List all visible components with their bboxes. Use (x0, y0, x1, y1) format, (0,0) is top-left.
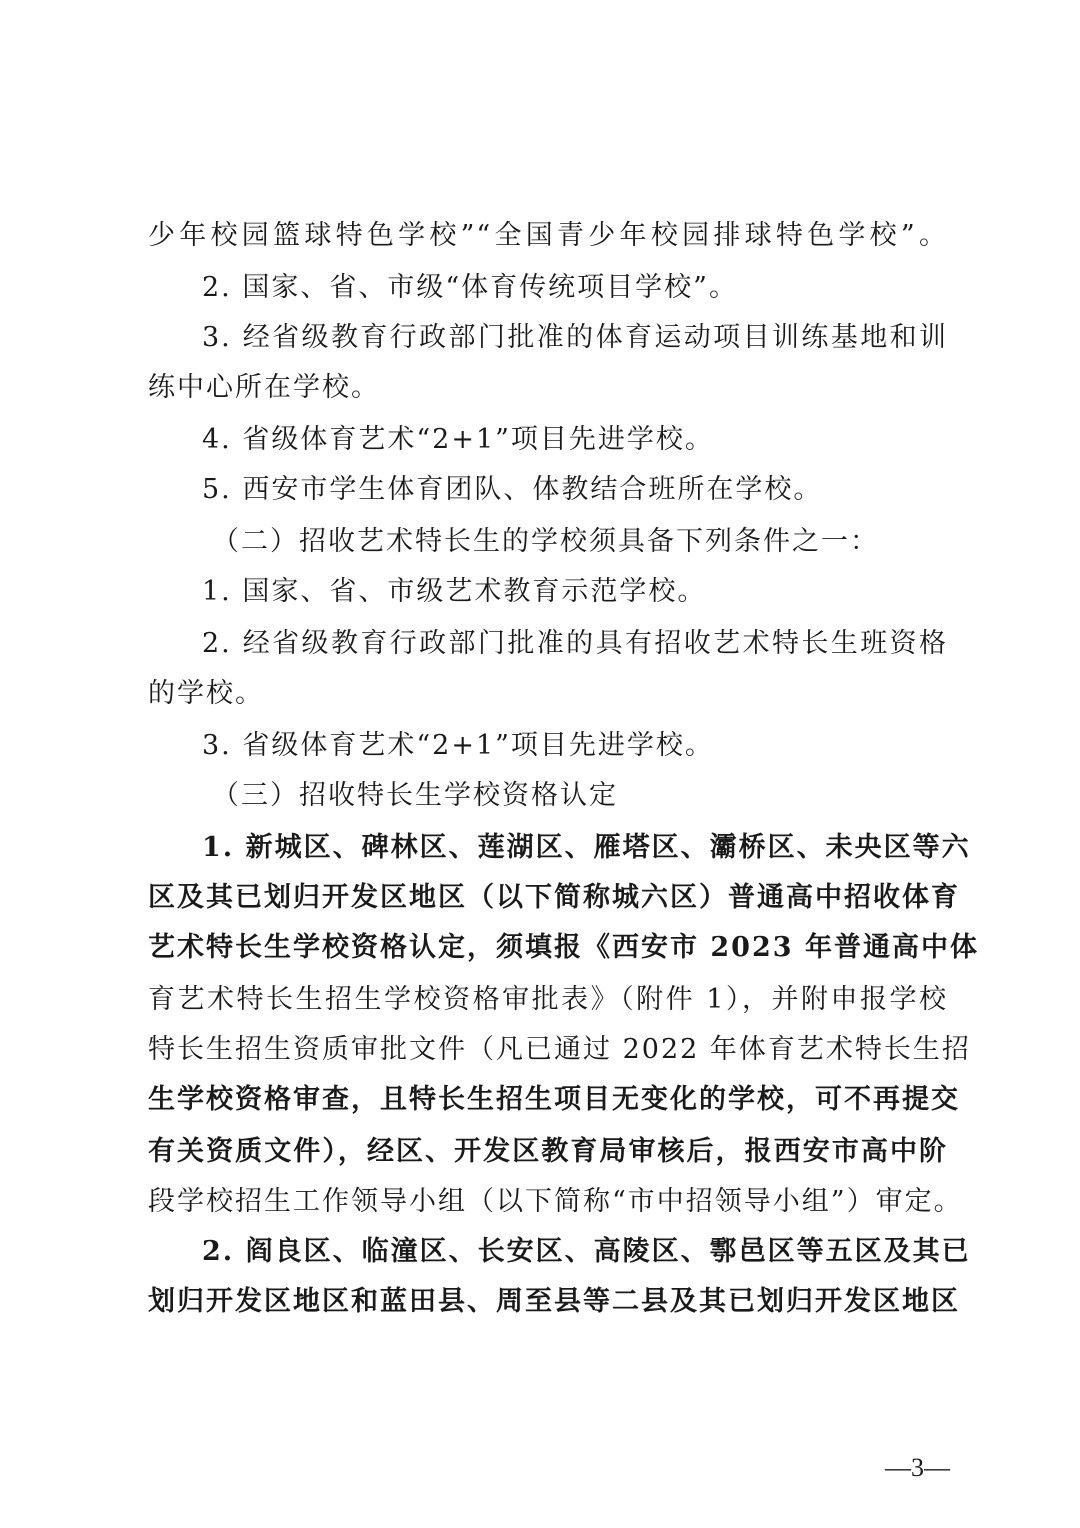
text-line-18: 生学校资格审查，且特长生招生项目无变化的学校，可不再提交 (148, 1084, 960, 1115)
text-line-15: 艺术特长生学校资格认定，须填报《西安市 2023 年普通高中体 (148, 932, 979, 963)
text-line-10: 的学校。 (148, 678, 264, 709)
text-line-2: 2. 国家、省、市级“体育传统项目学校”。 (202, 272, 738, 303)
text-line-11: 3. 省级体育艺术“2+1”项目先进学校。 (202, 730, 714, 761)
text-line-1: 少年校园篮球特色学校”“全国青少年校园排球特色学校”。 (148, 220, 948, 251)
text-line-9: 2. 经省级教育行政部门批准的具有招收艺术特长生班资格 (202, 628, 948, 659)
section-heading-3: （三）招收特长生学校资格认定 (212, 780, 618, 811)
text-line-17: 特长生招生资质审批文件（凡已通过 2022 年体育艺术特长生招 (148, 1034, 971, 1065)
text-line-13: 1. 新城区、碑林区、莲湖区、雁塔区、灞桥区、未央区等六 (202, 832, 971, 863)
text-line-22: 划归开发区地区和蓝田县、周至县等二县及其已划归开发区地区 (148, 1286, 960, 1317)
text-line-4: 练中心所在学校。 (148, 372, 380, 403)
text-line-19: 有关资质文件），经区、开发区教育局审核后，报西安市高中阶 (148, 1136, 948, 1167)
text-line-5: 4. 省级体育艺术“2+1”项目先进学校。 (202, 424, 714, 455)
text-line-8: 1. 国家、省、市级艺术教育示范学校。 (202, 576, 707, 607)
text-line-21: 2. 阎良区、临潼区、长安区、高陵区、鄠邑区等五区及其已 (202, 1236, 971, 1267)
text-line-20: 段学校招生工作领导小组（以下简称“市中招领导小组”）审定。 (148, 1186, 963, 1217)
text-line-14: 区及其已划归开发区地区（以下简称城六区）普通高中招收体育 (148, 882, 960, 913)
page-number: —3— (885, 1453, 950, 1482)
section-heading-2: （二）招收艺术特长生的学校须具备下列条件之一： (212, 526, 879, 557)
text-line-16: 育艺术特长生招生学校资格审批表》（附件 1），并附申报学校 (148, 984, 948, 1015)
text-line-6: 5. 西安市学生体育团队、体教结合班所在学校。 (202, 474, 823, 505)
text-line-3: 3. 经省级教育行政部门批准的体育运动项目训练基地和训 (202, 322, 948, 353)
